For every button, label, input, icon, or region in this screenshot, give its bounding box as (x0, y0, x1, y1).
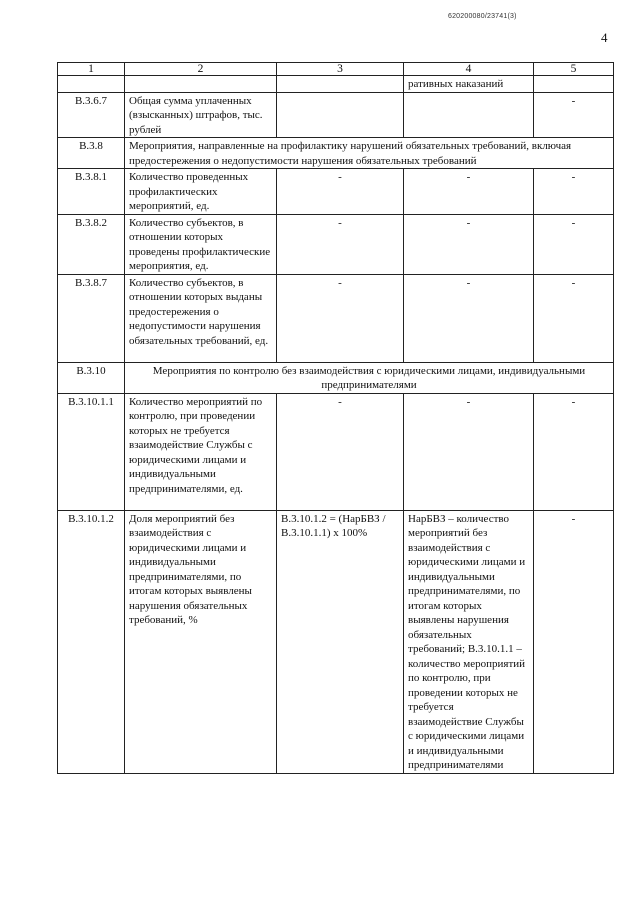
indicator-formula: В.3.10.1.2 = (НарБВЗ / В.3.10.1.1) х 100% (277, 510, 404, 773)
column-number: 4 (404, 63, 534, 76)
column-number-row (58, 63, 614, 76)
continued-note-cell: ративных наказаний (404, 76, 534, 93)
indicator-note: - (404, 393, 534, 510)
section-row (58, 362, 614, 393)
indicator-name: Количество проведенных профилактических мероприятий, ед. (125, 169, 277, 215)
column-number: 3 (277, 63, 404, 76)
section-title: Мероприятия, направленные на профилактику нарушений обязательных требований, включая предостережения о недопустимости нарушения обязательных требований (125, 138, 614, 169)
indicator-value: - (534, 214, 614, 274)
indicator-value: - (534, 510, 614, 773)
indicator-code: В.3.6.7 (58, 92, 125, 138)
indicator-note (404, 92, 534, 138)
indicator-note: - (404, 214, 534, 274)
indicator-value: - (534, 92, 614, 138)
indicator-code: В.3.8.7 (58, 274, 125, 362)
indicator-note: - (404, 169, 534, 215)
table-row-continuation (58, 76, 614, 93)
section-code: В.3.8 (58, 138, 125, 169)
table-row (58, 92, 614, 138)
indicator-name: Количество мероприятий по контролю, при проведении которых не требуется взаимодействие Службы с юридическими лицами и индивидуальными предпринимателями, ед. (125, 393, 277, 510)
indicator-value: - (534, 393, 614, 510)
indicator-formula: - (277, 214, 404, 274)
indicator-name: Доля мероприятий без взаимодействия с юридическими лицами и индивидуальными предпринимателями, по итогам которых выявлены нарушения обязательных требований, % (125, 510, 277, 773)
indicator-note: НарБВЗ – количество мероприятий без взаимодействия с юридическими лицами и индивидуальными предпринимателями, по итогам которых выявлены нарушения обязательных требований; В.3.10.1.1 – количество мероприятий по контролю, при проведении которых не требуется взаимодействие Службы с юридическими лицами и индивидуальными предпринимателями (404, 510, 534, 773)
indicator-code: В.3.8.1 (58, 169, 125, 215)
indicators-table (57, 62, 614, 774)
column-number: 2 (125, 63, 277, 76)
column-number: 5 (534, 63, 614, 76)
indicator-code: В.3.8.2 (58, 214, 125, 274)
document-id: 620200080/23741(3) (448, 13, 517, 20)
section-row (58, 138, 614, 169)
table-row (58, 393, 614, 510)
column-number: 1 (58, 63, 125, 76)
table-row (58, 169, 614, 215)
indicator-formula (277, 92, 404, 138)
indicator-formula: - (277, 393, 404, 510)
indicator-name: Общая сумма уплаченных (взысканных) штрафов, тыс. рублей (125, 92, 277, 138)
indicator-code: В.3.10.1.1 (58, 393, 125, 510)
indicator-value: - (534, 274, 614, 362)
indicator-name: Количество субъектов, в отношении которых проведены профилактические мероприятия, ед. (125, 214, 277, 274)
section-title: Мероприятия по контролю без взаимодействия с юридическими лицами, индивидуальными предпринимателями (125, 362, 614, 393)
table-row (58, 214, 614, 274)
table-row (58, 274, 614, 362)
page-number: 4 (601, 30, 608, 45)
table-row (58, 510, 614, 773)
indicator-note: - (404, 274, 534, 362)
indicator-formula: - (277, 169, 404, 215)
indicator-code: В.3.10.1.2 (58, 510, 125, 773)
section-code: В.3.10 (58, 362, 125, 393)
indicator-formula: - (277, 274, 404, 362)
indicator-name: Количество субъектов, в отношении которых выданы предостережения о недопустимости нарушения обязательных требований, ед. (125, 274, 277, 362)
indicator-value: - (534, 169, 614, 215)
